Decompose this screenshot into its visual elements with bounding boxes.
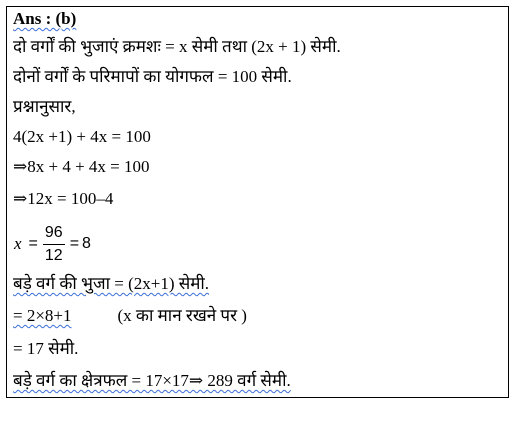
line-area-text: बड़े वर्ग का क्षेत्रफल = 17×17⇒ 289 वर्ग सेमी. (13, 371, 291, 390)
line-sides: दो वर्गों की भुजाएं क्रमशः = x सेमी तथा (2x + 1) सेमी. (13, 37, 341, 56)
fraction-numerator: 96 (44, 223, 63, 241)
answer-label-line (13, 9, 76, 29)
answer-label: Ans : (b) (13, 9, 77, 28)
fraction-equals-1: = (28, 235, 38, 252)
fraction-bar (43, 244, 65, 245)
substitution-expression: = 2×8+1 (13, 306, 72, 325)
equation-1: 4(2x +1) + 4x = 100 (13, 127, 151, 146)
line-area (13, 371, 291, 391)
fraction-equation (14, 222, 91, 266)
equation-2: ⇒8x + 4 + 4x = 100 (13, 157, 150, 176)
fraction-denominator: 12 (44, 246, 63, 264)
fraction-variable: x (14, 234, 22, 253)
line-substitution (13, 306, 247, 326)
fraction (43, 224, 65, 265)
substitution-note: (x का मान रखने पर ) (117, 306, 247, 325)
line-larger-side-text: बड़े वर्ग की भुजा = (2x+1) सेमी. (13, 274, 210, 293)
line-larger-side (13, 274, 209, 294)
fraction-result: 8 (82, 235, 91, 252)
equation-3: ⇒12x = 100–4 (13, 189, 114, 208)
fraction-equals-2: = (69, 235, 80, 252)
line-perimeter-sum: दोनों वर्गों के परिमापों का योगफल = 100 सेमी. (13, 67, 292, 86)
line-according-to-question: प्रश्नानुसार, (13, 97, 76, 116)
line-side-value: = 17 सेमी. (13, 339, 79, 358)
